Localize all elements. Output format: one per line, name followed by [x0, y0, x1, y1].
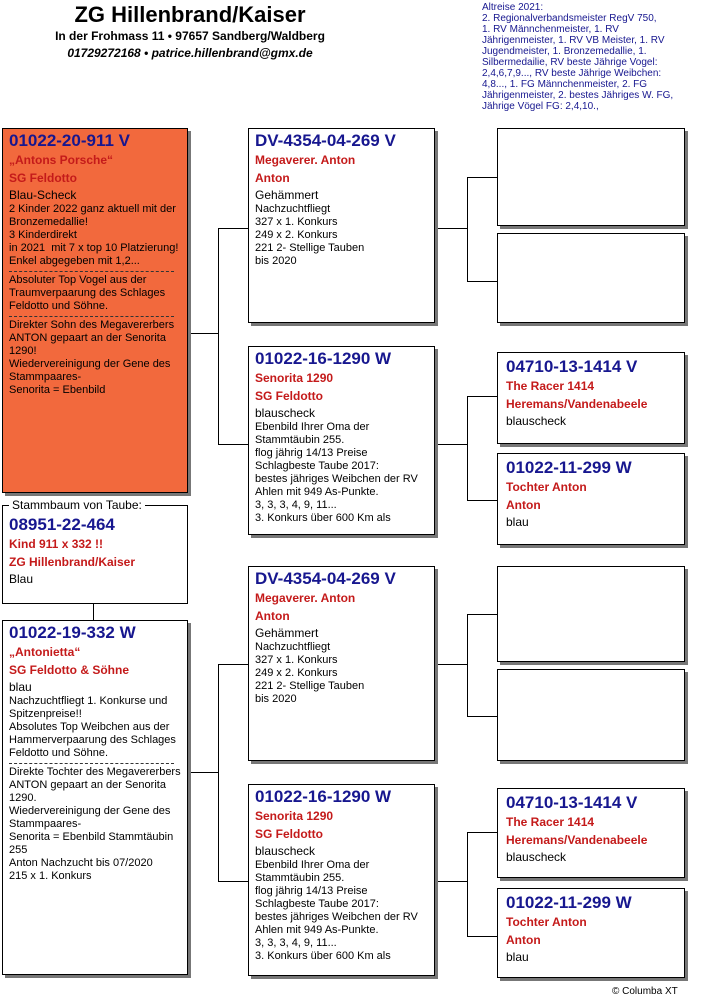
subject-card[interactable]: [2, 498, 188, 604]
header-address: In der Frohmass 11 • 97657 Sandberg/Waldberg: [55, 29, 325, 43]
mother-card[interactable]: [2, 620, 188, 975]
connector: [435, 881, 467, 882]
mf-name: Megaverer. Anton: [255, 591, 356, 605]
empty-ancestor-card[interactable]: [497, 669, 685, 761]
connector: [467, 177, 497, 178]
mother-ring: 01022-19-332 W: [9, 623, 136, 642]
mm-name: Senorita 1290: [255, 809, 334, 823]
ff-ring: DV-4354-04-269 V: [255, 131, 396, 150]
fmm-ring: 01022-11-299 W: [506, 458, 632, 477]
mmm-card[interactable]: [497, 888, 685, 978]
fm-text: Ebenbild Ihrer Oma der Stammtäubin 255. flog jährig 14/13 Preise Schlagbeste Taube 2017: bestes jähriges Weibchen der RV Ahlen mit 949 As-Punkte. 3, 3, 3, 4, 9, 11... 3. Konkurs über 600 Km als: [255, 421, 418, 524]
mother-name: „Antonietta“: [9, 645, 81, 659]
connector: [467, 614, 497, 615]
fm-color: blauscheck: [255, 406, 316, 420]
empty-ancestor-card[interactable]: [497, 128, 685, 226]
connector: [218, 228, 219, 445]
mmf-color: blauscheck: [506, 850, 567, 864]
fmf-name: The Racer 1414: [506, 379, 595, 393]
connector: [467, 177, 468, 281]
fmf-card[interactable]: [497, 352, 685, 444]
connector: [467, 500, 497, 501]
subject-color: Blau: [9, 572, 34, 586]
father-mother-card[interactable]: [248, 346, 435, 535]
subject-breeder: ZG Hillenbrand/Kaiser: [9, 555, 136, 569]
mf-ring: DV-4354-04-269 V: [255, 569, 396, 588]
connector: [218, 881, 248, 882]
father-ring: 01022-20-911 V: [9, 131, 130, 150]
breeder-header: [0, 2, 380, 62]
connector: [93, 604, 94, 620]
ff-color: Gehämmert: [255, 188, 319, 202]
mm-color: blauscheck: [255, 844, 316, 858]
connector: [218, 664, 219, 882]
mmf-ring: 04710-13-1414 V: [506, 793, 638, 812]
connector: [218, 228, 248, 229]
fmf-color: blauscheck: [506, 414, 567, 428]
connector: [467, 936, 497, 937]
mm-ring: 01022-16-1290 W: [255, 787, 392, 806]
connector: [218, 664, 248, 665]
header-contact: 01729272168 • patrice.hillenbrand@gmx.de: [67, 46, 313, 60]
ff-text: Nachzuchtfliegt 327 x 1. Konkurs 249 x 2. Konkurs 221 2- Stellige Tauben bis 2020: [255, 203, 365, 267]
mother-mother-card[interactable]: [248, 784, 435, 976]
mother-father-card[interactable]: [248, 566, 435, 761]
mf-text: Nachzuchtfliegt 327 x 1. Konkurs 249 x 2. Konkurs 221 2- Stellige Tauben bis 2020: [255, 641, 365, 705]
fm-ring: 01022-16-1290 W: [255, 349, 392, 368]
connector: [467, 716, 497, 717]
subject-ring: 08951-22-464: [9, 515, 115, 534]
father-text3: Direkter Sohn des Megavererbers ANTON gepaart an der Senorita 1290! Wiedervereinigung der Gene des Stammpaares- Senorita = Ebenbild: [9, 319, 175, 396]
mother-breeder: SG Feldotto & Söhne: [9, 663, 129, 677]
mmm-breeder: Anton: [506, 933, 541, 947]
divider: [9, 763, 174, 764]
father-text2: Absoluter Top Vogel aus der Traumverpaarung des Schlages Feldotto und Söhne.: [9, 274, 166, 312]
divider: [9, 316, 174, 317]
achievements-info: Altreise 2021: 2. Regionalverbandsmeister RegV 750, 1. RV Männchenmeister, 1. RV Jährigenmeister, 1. RV VB Meister, 1. RV Jugendmeister, 1. Bronzemedallie, 1. Silbermedailie, RV beste Jährige Vogel: 2,4,6,7,9..., RV beste Jährige Weibchen: 4,8..., 1. FG Männchenmeister, 2. FG Jährigenmeister, 2. bestes Jähriges W. FG, Jährige Vögel FG: 2,4,10.,: [482, 2, 674, 112]
fm-breeder: SG Feldotto: [255, 389, 323, 403]
mmm-color: blau: [506, 950, 529, 964]
father-text1: 2 Kinder 2022 ganz aktuell mit der Bronzemedallie! 3 Kinderdirekt in 2021 mit 7 x top 10 Platzierung! Enkel abgegeben mit 1,2...: [9, 203, 179, 267]
connector: [467, 614, 468, 716]
mother-text1: Nachzuchtfliegt 1. Konkurse und Spitzenpreise!! Absolutes Top Weibchen aus der Hammerverpaarung des Schlages Feldotto und Söhne.: [9, 695, 176, 759]
fmm-card[interactable]: [497, 453, 685, 545]
fmm-name: Tochter Anton: [506, 480, 587, 494]
mf-breeder: Anton: [255, 609, 290, 623]
connector: [467, 281, 497, 282]
father-color: Blau-Scheck: [9, 188, 77, 202]
connector: [188, 333, 218, 334]
fmf-breeder: Heremans/Vandenabeele: [506, 397, 648, 411]
fmf-ring: 04710-13-1414 V: [506, 357, 638, 376]
connector: [435, 444, 467, 445]
mother-color: blau: [9, 680, 32, 694]
mmf-name: The Racer 1414: [506, 815, 595, 829]
stammbaum-label: Stammbaum von Taube:: [9, 498, 145, 513]
father-father-card[interactable]: [248, 128, 435, 323]
connector: [467, 832, 497, 833]
fm-name: Senorita 1290: [255, 371, 334, 385]
mmf-card[interactable]: [497, 788, 685, 878]
fmm-color: blau: [506, 515, 529, 529]
father-card[interactable]: [2, 128, 188, 493]
connector: [467, 396, 468, 500]
connector: [218, 444, 248, 445]
connector: [188, 772, 218, 773]
father-breeder: SG Feldotto: [9, 171, 77, 185]
ff-breeder: Anton: [255, 171, 290, 185]
empty-ancestor-card[interactable]: [497, 233, 685, 323]
mmm-ring: 01022-11-299 W: [506, 893, 632, 912]
mmm-name: Tochter Anton: [506, 915, 587, 929]
ff-name: Megaverer. Anton: [255, 153, 356, 167]
connector: [467, 396, 497, 397]
connector: [467, 832, 468, 936]
fmm-breeder: Anton: [506, 498, 541, 512]
connector: [435, 228, 467, 229]
mf-color: Gehämmert: [255, 626, 319, 640]
father-name: „Antons Porsche“: [9, 153, 114, 167]
mmf-breeder: Heremans/Vandenabeele: [506, 833, 648, 847]
empty-ancestor-card[interactable]: [497, 566, 685, 662]
mm-breeder: SG Feldotto: [255, 827, 323, 841]
connector: [435, 664, 467, 665]
header-title: ZG Hillenbrand/Kaiser: [74, 2, 306, 27]
mm-text: Ebenbild Ihrer Oma der Stammtäubin 255. flog jährig 14/13 Preise Schlagbeste Taube 2017: bestes jähriges Weibchen der RV Ahlen mit 949 As-Punkte. 3, 3, 3, 4, 9, 11... 3. Konkurs über 600 Km als: [255, 859, 418, 962]
copyright: © Columba XT: [612, 986, 678, 997]
divider: [9, 271, 174, 272]
mother-text2: Direkte Tochter des Megavererbers ANTON gepaart an der Senorita 1290. Wiedervereinigung der Gene des Stammpaares- Senorita = Ebenbild Stammtäubin 255 Anton Nachzucht bis 07/2020 215 x 1. Konkurs: [9, 766, 181, 882]
subject-name: Kind 911 x 332 !!: [9, 537, 104, 551]
